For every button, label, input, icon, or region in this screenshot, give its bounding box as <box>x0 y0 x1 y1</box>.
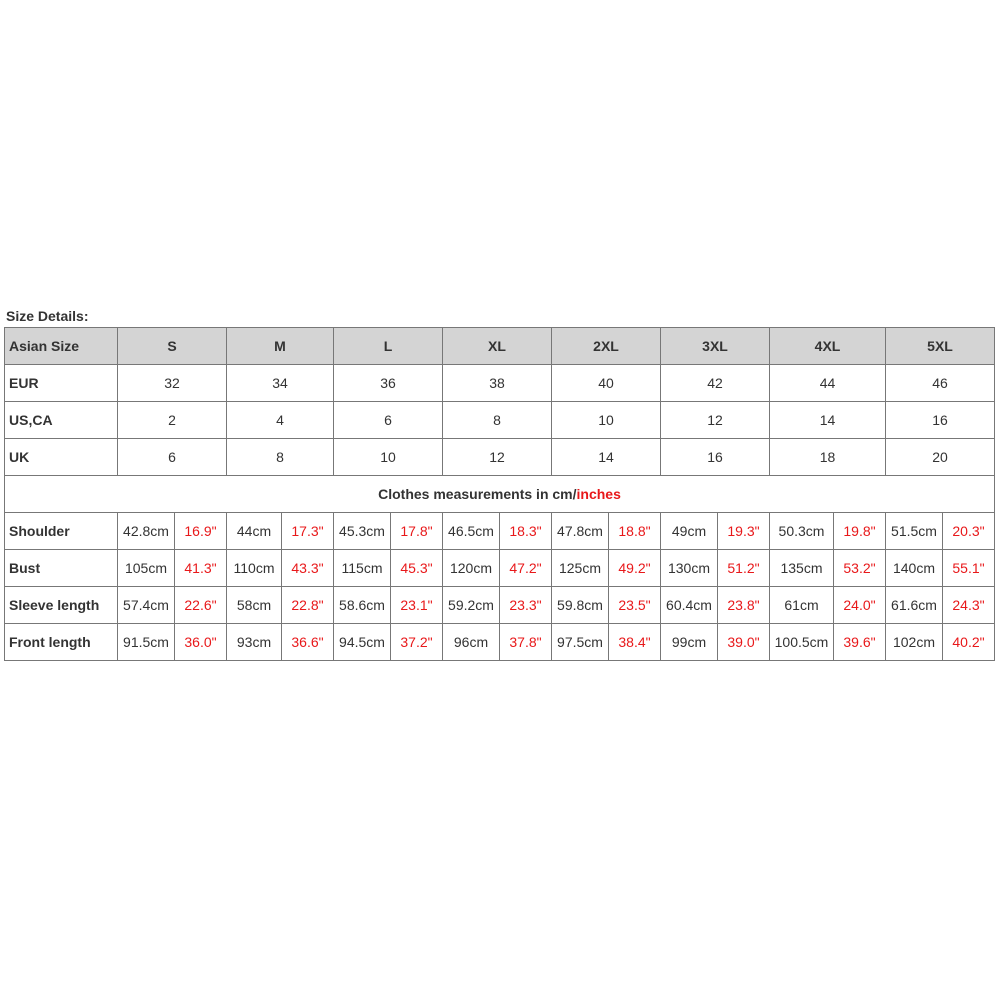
header-row <box>5 328 995 365</box>
cm-cell: 94.5cm <box>334 624 391 661</box>
cm-cell: 125cm <box>552 550 609 587</box>
conversion-cell: 46 <box>886 365 995 402</box>
inch-cell: 47.2" <box>500 550 552 587</box>
inch-cell: 23.1" <box>391 587 443 624</box>
inch-cell: 22.8" <box>282 587 334 624</box>
header-label: Asian Size <box>5 328 118 365</box>
measurement-row <box>5 587 995 624</box>
size-header-cell: 3XL <box>661 328 770 365</box>
cm-cell: 44cm <box>227 513 282 550</box>
measurement-row <box>5 550 995 587</box>
conversion-cell: 8 <box>443 402 552 439</box>
conversion-cell: 6 <box>118 439 227 476</box>
inch-cell: 19.3" <box>718 513 770 550</box>
conversion-row <box>5 402 995 439</box>
inch-cell: 24.0" <box>834 587 886 624</box>
inch-cell: 55.1" <box>943 550 995 587</box>
conversion-cell: 8 <box>227 439 334 476</box>
conversion-cell: 6 <box>334 402 443 439</box>
measurement-row <box>5 624 995 661</box>
cm-cell: 99cm <box>661 624 718 661</box>
cm-cell: 61.6cm <box>886 587 943 624</box>
conversion-cell: 36 <box>334 365 443 402</box>
size-header-cell: XL <box>443 328 552 365</box>
cm-cell: 93cm <box>227 624 282 661</box>
conversion-cell: 18 <box>770 439 886 476</box>
conversion-row <box>5 365 995 402</box>
size-header-cell: 2XL <box>552 328 661 365</box>
cm-cell: 58cm <box>227 587 282 624</box>
conversion-cell: 42 <box>661 365 770 402</box>
cm-cell: 100.5cm <box>770 624 834 661</box>
inch-cell: 53.2" <box>834 550 886 587</box>
conversion-cell: 12 <box>443 439 552 476</box>
cm-cell: 51.5cm <box>886 513 943 550</box>
conversion-cell: 34 <box>227 365 334 402</box>
measurement-row <box>5 513 995 550</box>
conversion-cell: 44 <box>770 365 886 402</box>
size-header-cell: 5XL <box>886 328 995 365</box>
inch-cell: 20.3" <box>943 513 995 550</box>
inch-cell: 18.8" <box>609 513 661 550</box>
row-label: EUR <box>5 365 118 402</box>
row-label: US,CA <box>5 402 118 439</box>
conversion-cell: 4 <box>227 402 334 439</box>
cm-cell: 60.4cm <box>661 587 718 624</box>
row-label: Sleeve length <box>5 587 118 624</box>
cm-cell: 135cm <box>770 550 834 587</box>
cm-cell: 96cm <box>443 624 500 661</box>
cm-cell: 130cm <box>661 550 718 587</box>
section-row <box>5 476 995 513</box>
size-header-cell: 4XL <box>770 328 886 365</box>
cm-cell: 59.2cm <box>443 587 500 624</box>
size-header-cell: M <box>227 328 334 365</box>
inch-cell: 39.0" <box>718 624 770 661</box>
inch-cell: 49.2" <box>609 550 661 587</box>
conversion-cell: 14 <box>552 439 661 476</box>
inch-cell: 37.8" <box>500 624 552 661</box>
inch-cell: 41.3" <box>175 550 227 587</box>
conversion-cell: 12 <box>661 402 770 439</box>
cm-cell: 115cm <box>334 550 391 587</box>
inch-cell: 36.6" <box>282 624 334 661</box>
cm-cell: 105cm <box>118 550 175 587</box>
conversion-cell: 40 <box>552 365 661 402</box>
inch-cell: 23.5" <box>609 587 661 624</box>
inch-cell: 51.2" <box>718 550 770 587</box>
conversion-cell: 10 <box>552 402 661 439</box>
row-label: Front length <box>5 624 118 661</box>
inch-cell: 22.6" <box>175 587 227 624</box>
section-heading <box>5 476 995 513</box>
conversion-cell: 16 <box>661 439 770 476</box>
inch-cell: 17.3" <box>282 513 334 550</box>
conversion-cell: 38 <box>443 365 552 402</box>
inch-cell: 23.8" <box>718 587 770 624</box>
cm-cell: 47.8cm <box>552 513 609 550</box>
conversion-cell: 32 <box>118 365 227 402</box>
inch-cell: 24.3" <box>943 587 995 624</box>
cm-cell: 49cm <box>661 513 718 550</box>
inch-cell: 37.2" <box>391 624 443 661</box>
inch-cell: 19.8" <box>834 513 886 550</box>
inch-cell: 38.4" <box>609 624 661 661</box>
inch-cell: 43.3" <box>282 550 334 587</box>
inch-cell: 17.8" <box>391 513 443 550</box>
conversion-cell: 2 <box>118 402 227 439</box>
size-header-cell: L <box>334 328 443 365</box>
section-prefix: Clothes measurements in cm/ <box>378 486 577 502</box>
cm-cell: 57.4cm <box>118 587 175 624</box>
inch-cell: 36.0" <box>175 624 227 661</box>
conversion-cell: 20 <box>886 439 995 476</box>
cm-cell: 110cm <box>227 550 282 587</box>
conversion-cell: 10 <box>334 439 443 476</box>
cm-cell: 102cm <box>886 624 943 661</box>
cm-cell: 120cm <box>443 550 500 587</box>
cm-cell: 59.8cm <box>552 587 609 624</box>
cm-cell: 50.3cm <box>770 513 834 550</box>
conversion-row <box>5 439 995 476</box>
size-header-cell: S <box>118 328 227 365</box>
inch-cell: 18.3" <box>500 513 552 550</box>
inch-cell: 39.6" <box>834 624 886 661</box>
row-label: Shoulder <box>5 513 118 550</box>
cm-cell: 46.5cm <box>443 513 500 550</box>
row-label: UK <box>5 439 118 476</box>
inch-cell: 40.2" <box>943 624 995 661</box>
inch-cell: 23.3" <box>500 587 552 624</box>
inch-cell: 16.9" <box>175 513 227 550</box>
cm-cell: 140cm <box>886 550 943 587</box>
cm-cell: 42.8cm <box>118 513 175 550</box>
cm-cell: 97.5cm <box>552 624 609 661</box>
row-label: Bust <box>5 550 118 587</box>
cm-cell: 58.6cm <box>334 587 391 624</box>
page-title: Size Details: <box>6 308 89 324</box>
cm-cell: 61cm <box>770 587 834 624</box>
cm-cell: 45.3cm <box>334 513 391 550</box>
conversion-cell: 14 <box>770 402 886 439</box>
cm-cell: 91.5cm <box>118 624 175 661</box>
inch-cell: 45.3" <box>391 550 443 587</box>
conversion-cell: 16 <box>886 402 995 439</box>
section-highlight: inches <box>576 486 621 502</box>
size-table <box>4 327 995 661</box>
